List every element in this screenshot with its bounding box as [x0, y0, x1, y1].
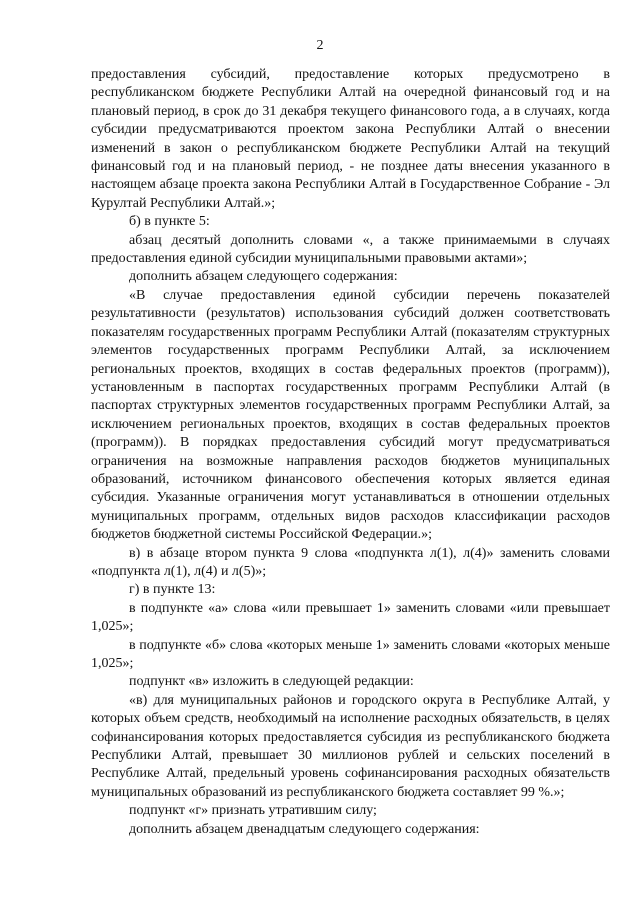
paragraph-subitem-v-text: «в) для муниципальных районов и городского округа в Республике Алтай, у которых объем средств, необходимый на исполнение расходных обязательств, в целях софинансирования которых предоставляется субсидия из республиканского бюджета Республики Алтай, превышает 30 миллионов рублей и сельских поселений в Республике Алтай, предельный уровень софинансирования расходных обязательств муниципальных образований из республиканского бюджета составляет 99 %.»;	[91, 692, 610, 800]
paragraph-continuation: предоставления субсидий, предоставление которых предусмотрено в республиканском бюджете Республики Алтай на очередной финансовый год и на плановый период, в срок до 31 декабря текущего финансового года, а в случаях, когда субсидии предусматриваются проектом закона Республики Алтай о внесении изменений в закон о республиканском бюджете Республики Алтай на текущий финансовый год и на плановый период, - не позднее даты внесения указанного в настоящем абзаце проекта закона Республики Алтай в Государственное Собрание - Эл Курултай Республики Алтай.»;	[91, 67, 610, 211]
paragraph-add-abzac-12: дополнить абзацем двенадцатым следующего содержания:	[129, 821, 480, 837]
paragraph-single-subsidy: «В случае предоставления единой субсидии перечень показателей результативности (результатов) использования субсидий должен соответствовать показателям государственных программ Республики Алтай (показателям структурных элементов государственных программ Республики Алтай, за исключением региональных проектов, входящих в состав федеральных проектов (программ)), установленным в паспортах государственных программ Республики Алтай (в паспортах структурных элементов государственных программ Республики Алтай, за исключением региональных проектов, входящих в состав федеральных проектов (программ)). В порядках предоставления субсидий могут предусматриваться ограничения на возможные направления расходов бюджетов муниципальных образований, источником финансового обеспечения которых является единая субсидия. Указанные ограничения могут устанавливаться в отношении отдельных муниципальных программ, отдельных видов расходов классификации расходов бюджетов бюджетной системы Российской Федерации.»;	[91, 287, 610, 543]
paragraph-item-g: г) в пункте 13:	[129, 582, 216, 598]
document-body	[91, 66, 610, 839]
paragraph-item-v: в) в абзаце втором пункта 9 слова «подпункта л(1), л(4)» заменить словами «подпункта л(1), л(4) и л(5)»;	[91, 545, 610, 579]
page-number: 2	[316, 38, 324, 53]
paragraph-add-abzac: дополнить абзацем следующего содержания:	[129, 269, 398, 285]
paragraph-subitem-v-intro: подпункт «в» изложить в следующей редакции:	[129, 674, 414, 690]
paragraph-subitem-g: подпункт «г» признать утратившим силу;	[129, 803, 377, 819]
paragraph-item-b: б) в пункте 5:	[129, 214, 210, 230]
paragraph-subitem-a: в подпункте «а» слова «или превышает 1» заменить словами «или превышает 1,025»;	[91, 600, 610, 635]
paragraph-subitem-b: в подпункте «б» слова «которых меньше 1» заменить словами «которых меньше 1,025»;	[91, 637, 610, 671]
paragraph-abzac-10: абзац десятый дополнить словами «, а также принимаемыми в случаях предоставления единой субсидии муниципальными правовыми актами»;	[91, 232, 610, 267]
